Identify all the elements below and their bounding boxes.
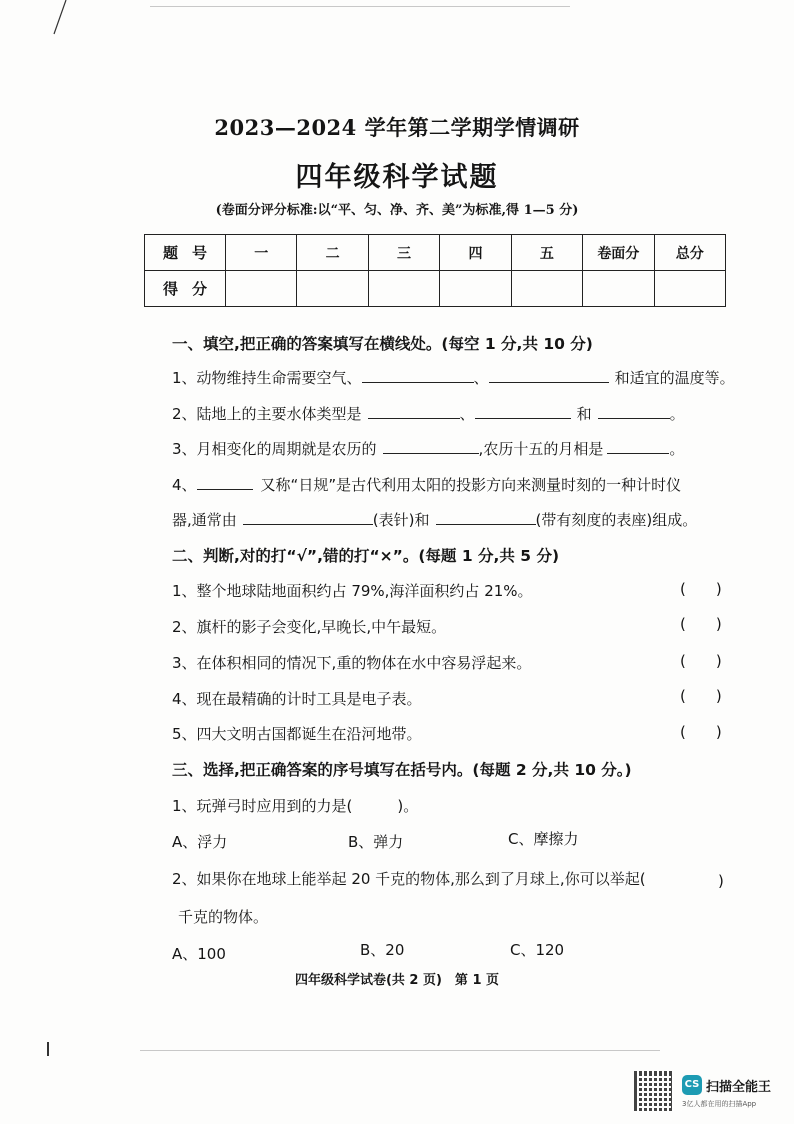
answer-blank[interactable] — [436, 509, 536, 525]
choice-q2-cont: 千克的物体。 — [178, 908, 269, 926]
score-col-1: 一 — [226, 235, 297, 271]
choice-q2-option-c[interactable]: C、120 — [510, 941, 565, 959]
answer-blank[interactable] — [598, 403, 670, 419]
choice-q1: 1、玩弹弓时应用到的力是( )。 — [172, 797, 419, 815]
score-table-header-row — [145, 235, 726, 271]
scan-edge-bottom — [140, 1050, 660, 1051]
choice-q1-option-a[interactable]: A、浮力 — [172, 833, 228, 851]
answer-blank[interactable] — [362, 367, 474, 383]
section1-heading: 一、填空,把正确的答案填写在横线处。(每空 1 分,共 10 分) — [172, 335, 593, 353]
score-cell[interactable] — [297, 271, 368, 307]
exam-subtitle: (卷面分评分标准:以“平、匀、净、齐、美”为标准,得 1—5 分) — [215, 203, 579, 218]
exam-year-title: 2023—2024 学年第二学期学情调研 — [214, 115, 580, 140]
score-table-row-label: 得分 — [145, 271, 226, 307]
answer-blank[interactable] — [197, 474, 253, 490]
section1-q3: 3、月相变化的周期就是农历的 ,农历十五的月相是 。 — [172, 440, 685, 458]
answer-blank[interactable] — [383, 438, 479, 454]
choice-q1-option-b[interactable]: B、弹力 — [348, 833, 404, 851]
score-cell[interactable] — [654, 271, 725, 307]
answer-paren[interactable]: ( ) — [680, 723, 722, 741]
answer-blank[interactable] — [368, 403, 460, 419]
score-cell[interactable] — [226, 271, 297, 307]
answer-blank[interactable] — [243, 509, 373, 525]
score-cell[interactable] — [440, 271, 511, 307]
choice-q1-option-c[interactable]: C、摩擦力 — [508, 830, 579, 848]
score-col-4: 四 — [440, 235, 511, 271]
exam-main-title: 四年级科学试题 — [295, 162, 499, 193]
section3-heading: 三、选择,把正确答案的序号填写在括号内。(每题 2 分,共 10 分。) — [172, 761, 632, 779]
score-cell[interactable] — [368, 271, 439, 307]
score-cell[interactable] — [583, 271, 654, 307]
scan-mark-left — [47, 1042, 49, 1056]
answer-blank[interactable] — [607, 438, 669, 454]
camscanner-name: 扫描全能王 — [706, 1080, 772, 1095]
score-col-5: 五 — [511, 235, 582, 271]
scan-mark — [40, 0, 70, 40]
answer-blank[interactable] — [475, 403, 571, 419]
score-table-row-label: 题号 — [145, 235, 226, 271]
score-col-neatness: 卷面分 — [583, 235, 654, 271]
answer-blank[interactable] — [489, 367, 609, 383]
qr-code-icon — [634, 1071, 674, 1111]
choice-q2-paren[interactable]: ) — [718, 872, 724, 890]
choice-q2-option-a[interactable]: A、100 — [172, 945, 226, 963]
score-table — [144, 234, 726, 307]
choice-q2: 2、如果你在地球上能举起 20 千克的物体,那么到了月球上,你可以举起( — [172, 870, 646, 888]
answer-paren[interactable]: ( ) — [680, 615, 722, 633]
page-footer: 四年级科学试卷(共 2 页) 第 1 页 — [294, 973, 500, 988]
score-col-2: 二 — [297, 235, 368, 271]
section2-heading: 二、判断,对的打“√”,错的打“×”。(每题 1 分,共 5 分) — [172, 547, 560, 565]
answer-paren[interactable]: ( ) — [680, 687, 722, 705]
camscanner-tagline: 3亿人都在用的扫描App — [682, 1100, 757, 1108]
judge-item-3: 3、在体积相同的情况下,重的物体在水中容易浮起来。 — [172, 654, 532, 672]
judge-item-5: 5、四大文明古国都诞生在沿河地带。 — [172, 725, 422, 743]
section1-q2: 2、陆地上的主要水体类型是 、 和 。 — [172, 405, 685, 423]
section1-q1: 1、动物维持生命需要空气、 、 和适宜的温度等。 — [172, 369, 735, 387]
scan-edge-top — [150, 6, 570, 7]
judge-item-2: 2、旗杆的影子会变化,早晚长,中午最短。 — [172, 618, 447, 636]
section1-q4: 4、 又称“日规”是古代利用太阳的投影方向来测量时刻的一种计时仪 — [172, 476, 682, 494]
answer-paren[interactable]: ( ) — [680, 652, 722, 670]
section1-q4-cont: 器,通常由 (表针)和 (带有刻度的表座)组成。 — [172, 511, 698, 529]
scanner-watermark — [634, 1071, 784, 1113]
choice-q2-option-b[interactable]: B、20 — [360, 941, 405, 959]
answer-paren[interactable]: ( ) — [680, 580, 722, 598]
judge-item-4: 4、现在最精确的计时工具是电子表。 — [172, 690, 422, 708]
score-cell[interactable] — [511, 271, 582, 307]
score-col-total: 总分 — [654, 235, 725, 271]
score-table-score-row — [145, 271, 726, 307]
score-col-3: 三 — [368, 235, 439, 271]
judge-item-1: 1、整个地球陆地面积约占 79%,海洋面积约占 21%。 — [172, 582, 533, 600]
camscanner-logo-icon: CS — [682, 1075, 702, 1095]
